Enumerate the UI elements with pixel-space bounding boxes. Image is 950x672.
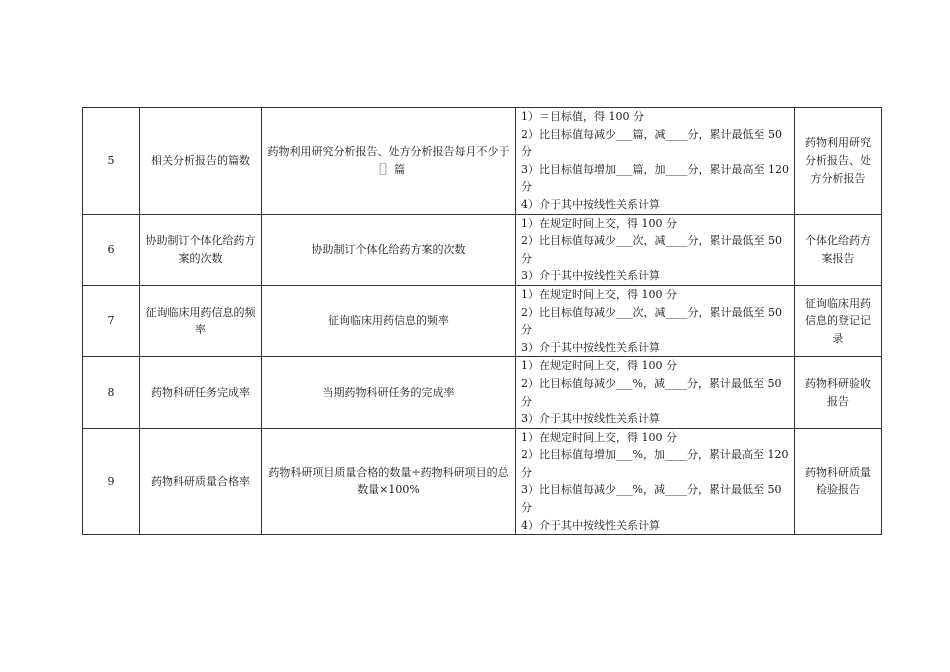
- scoring-rule-line: 2）比目标值每减少___次，减____分，累计最低至 50 分: [521, 234, 782, 265]
- scoring-rules: [516, 428, 795, 535]
- scoring-rule-line: 1）在规定时间上交，得 100 分: [521, 359, 677, 373]
- table-row: [83, 214, 882, 285]
- scoring-rule-line: 3）比目标值每减少___%，减____分，累计最低至 50 分: [521, 483, 782, 515]
- data-source: 药物科研验收报告: [795, 357, 882, 428]
- data-source: 药物利用研究分析报告、处方分析报告: [795, 108, 882, 215]
- scoring-rule-line: 3）比目标值每增加___篇，加____分，累计最高至 120 分: [521, 162, 789, 194]
- scoring-rule-line: 1）在规定时间上交，得 100 分: [521, 287, 677, 301]
- row-number: 6: [83, 214, 140, 285]
- table-row: [83, 428, 882, 535]
- scoring-rule-line: 1）在规定时间上交，得 100 分: [521, 216, 677, 230]
- scoring-rule-line: 4）介于其中按线性关系计算: [521, 197, 660, 211]
- scoring-rule-line: 2）比目标值每减少___篇，减____分，累计最低至 50 分: [521, 127, 782, 159]
- row-number: 9: [83, 428, 140, 535]
- indicator-definition: 药物利用研究分析报告、处方分析报告每月不少于［］篇: [262, 108, 516, 215]
- data-source: 药物科研质量检验报告: [795, 428, 882, 535]
- scoring-rule-line: 2）比目标值每减少___%，减____分，累计最低至 50 分: [521, 376, 782, 408]
- indicator-definition: 征询临床用药信息的频率: [262, 285, 516, 356]
- scoring-rule-line: 2）比目标值每增加___%，加____分，累计最高至 120 分: [521, 448, 789, 479]
- scoring-rule-line: 3）介于其中按线性关系计算: [521, 340, 660, 354]
- table-row: [83, 285, 882, 356]
- scoring-rule-line: 1）＝目标值，得 100 分: [521, 110, 644, 123]
- indicator-definition: 当期药物科研任务的完成率: [262, 357, 516, 428]
- scoring-rule-line: 2）比目标值每减少___次，减____分，累计最低至 50 分: [521, 305, 782, 337]
- table-row: [83, 108, 882, 215]
- indicator-definition: 药物科研项目质量合格的数量÷药物科研项目的总数量×100%: [262, 428, 516, 535]
- indicator-name: 征询临床用药信息的频率: [140, 285, 262, 356]
- row-number: 8: [83, 357, 140, 428]
- scoring-rule-line: 3）介于其中按线性关系计算: [521, 269, 660, 283]
- row-number: 7: [83, 285, 140, 356]
- scoring-rule-line: 3）介于其中按线性关系计算: [521, 412, 660, 426]
- row-number: 5: [83, 108, 140, 215]
- scoring-rules: [516, 285, 795, 356]
- kpi-table: [82, 107, 882, 535]
- table-row: [83, 357, 882, 428]
- indicator-name: 协助制订个体化给药方案的次数: [140, 214, 262, 285]
- scoring-rules: [516, 357, 795, 428]
- indicator-definition: 协助制订个体化给药方案的次数: [262, 214, 516, 285]
- indicator-name: 药物科研任务完成率: [140, 357, 262, 428]
- data-source: 征询临床用药信息的登记记录: [795, 285, 882, 356]
- scoring-rules: [516, 214, 795, 285]
- scoring-rules: [516, 108, 795, 215]
- indicator-name: 相关分析报告的篇数: [140, 108, 262, 215]
- indicator-name: 药物科研质量合格率: [140, 428, 262, 535]
- scoring-rule-line: 1）在规定时间上交，得 100 分: [521, 430, 677, 444]
- scoring-rule-line: 4）介于其中按线性关系计算: [521, 518, 660, 532]
- data-source: 个体化给药方案报告: [795, 214, 882, 285]
